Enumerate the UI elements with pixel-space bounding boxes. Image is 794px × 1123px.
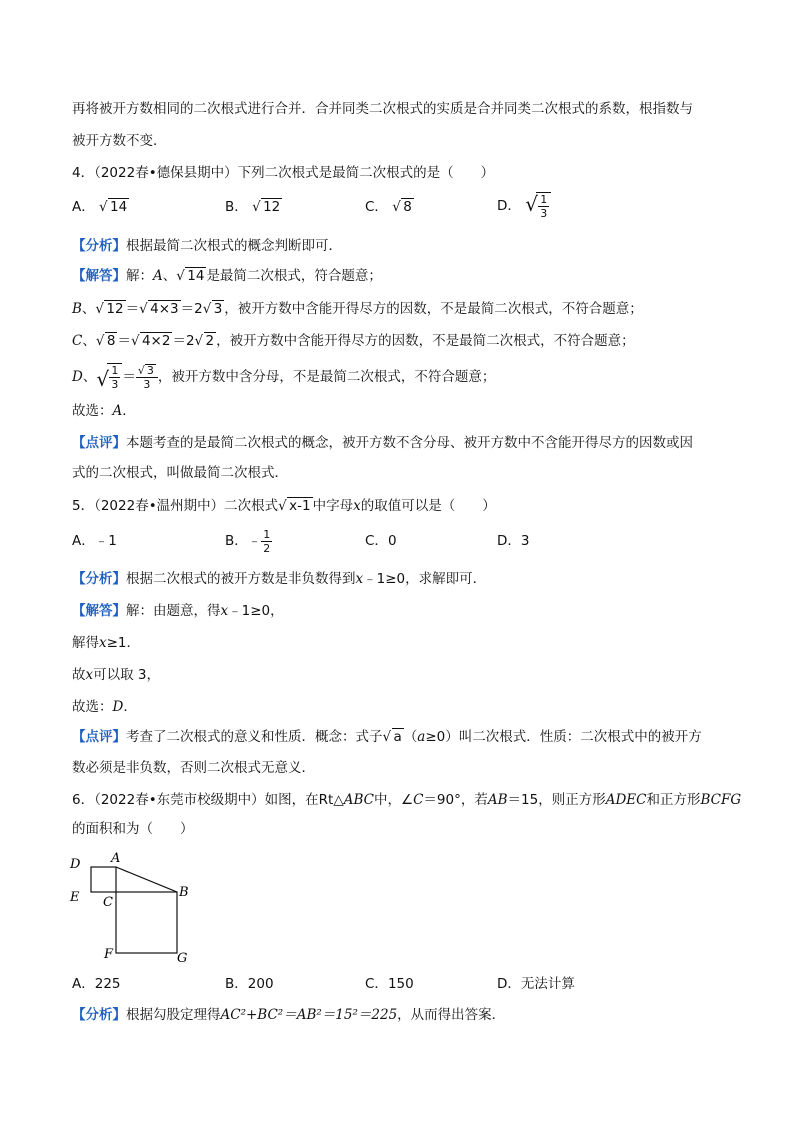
q6-analysis: 【分析】根据勾股定理得AC²+BC²＝AB²＝15²＝225，从而得出答案． [72,1007,506,1023]
q6-option-d: D．无法计算 [497,976,575,992]
q4-answer-d: D、 √ $\frac{1}{3}$ ＝ √ 3 3 ，被开方数中含分母，不是最简二次根式，不符合题意； [72,363,496,391]
q6-option-b: B．200 [225,976,274,992]
q5-analysis: 【分析】根据二次根式的被开方数是非负数得到x﹣1≥0，求解即可． [72,571,487,587]
q5-solve: 解得x≥1． [72,635,141,651]
square-bcfg [116,892,177,953]
q5-option-d: D．3 [497,533,530,549]
label-b: B [179,885,189,900]
q5-comment-1: 【点评】考查了二次根式的意义和性质．概念：式子 √ a （a≥0）叫二次根式．性质：二次根式中的被开方 [72,729,702,745]
intro-line-2: 被开方数不变． [72,133,167,149]
q6-figure [64,848,204,966]
label-e: E [70,890,80,905]
q4-option-d: D． √ $\frac{1}{3}$ [497,192,551,220]
q6-stem-1: 6．（2022春•东莞市校级期中）如图，在Rt△ABC中，∠C＝90°，若AB＝15，则正方形ADEC和正方形BCFG [72,792,742,808]
label-f: F [104,947,114,962]
square-adec [91,867,116,892]
q4-option-c: C． √ 8 [365,199,412,215]
q4-answer-b: B、 √ 12 ＝ √ 4×3 ＝2 √ 3 ，被开方数中含能开得尽方的因数，不是最简二次根式，不符合题意； [72,301,643,317]
q4-option-b: B． √ 12 [225,199,281,215]
q5-take: 故x可以取 3， [72,667,161,683]
q5-option-c: C．0 [365,533,397,549]
hypotenuse-ab [116,867,177,892]
label-c: C [103,895,113,910]
q4-answer-c: C、 √ 8 ＝ √ 4×2 ＝2 √ 2 ，被开方数中含能开得尽方的因数，不是最简二次根式，不符合题意； [72,333,635,349]
q5-option-b: B．﹣ $\frac{1}{2}$ [225,527,271,555]
q4-answer-a: 【解答】解：A、 √ 14 是最简二次根式，符合题意； [72,268,382,284]
q4-comment-2: 式的二次根式，叫做最简二次根式． [72,465,288,481]
q6-stem-2: 的面积和为（ ） [72,821,194,837]
label-d: D [70,857,81,872]
label-a: A [111,851,121,866]
q6-option-c: C．150 [365,976,414,992]
q5-answer: 【解答】解：由题意，得x﹣1≥0， [72,603,284,619]
q5-choice: 故选：D． [72,699,137,715]
label-g: G [177,951,188,966]
q4-analysis: 【分析】根据最简二次根式的概念判断即可． [72,238,342,254]
q5-option-a: A．﹣1 [72,533,117,549]
q6-option-a: A．225 [72,976,121,992]
q5-stem: 5．（2022春•温州期中）二次根式 √ x-1 中字母x的取值可以是（ ） [72,498,496,514]
q4-comment-1: 【点评】本题考查的是最简二次根式的概念，被开方数不含分母、被开方数中不含能开得尽方的因数或因 [72,435,693,451]
q4-stem: 4．（2022春•德保县期中）下列二次根式是最简二次根式的是（ ） [72,165,495,181]
q4-option-a: A． √ 14 [72,199,128,215]
q5-comment-2: 数必须是非负数，否则二次根式无意义． [72,760,315,776]
q4-choice: 故选：A． [72,403,136,419]
intro-line-1: 再将被开方数相同的二次根式进行合并．合并同类二次根式的实质是合并同类二次根式的系数，根指数与 [72,101,693,117]
